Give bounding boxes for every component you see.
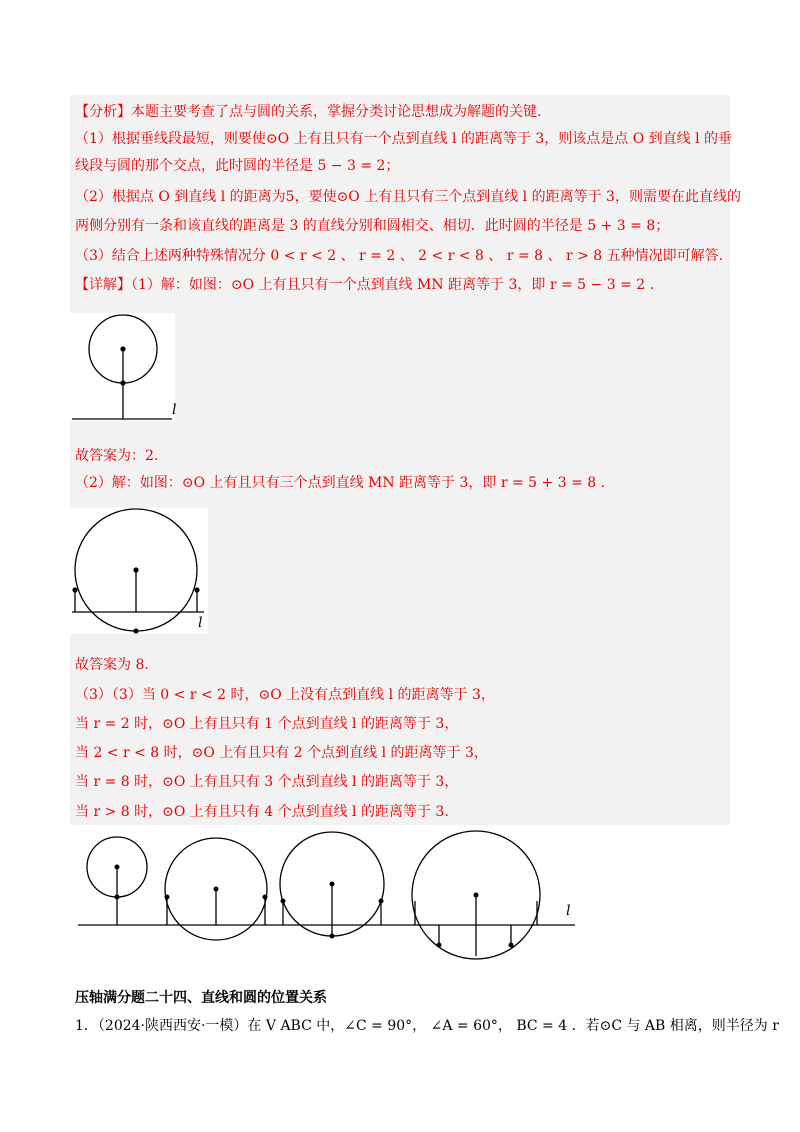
figure-2	[70, 508, 210, 634]
analysis-heading: 【分析】	[75, 104, 131, 120]
part3-line-2: 当 r = 2 时，⊙O 上有且只有 1 个点到直线 l 的距离等于 3，	[75, 716, 459, 732]
detail-part2: （2）解：如图：⊙O 上有且只有三个点到直线 MN 距离等于 3，即 r = 5 + 3 = 8 .	[75, 475, 606, 491]
figure-3-line-label: l	[566, 903, 571, 919]
figure-2-background	[70, 508, 208, 634]
detail-answer2: 故答案为 8.	[75, 657, 149, 673]
figure-3-circle-3-right-dot	[379, 899, 384, 904]
figure-2-left-dot	[72, 587, 77, 592]
analysis-p1-a: （1）根据垂线段最短，则要使⊙O 上有且只有一个点到直线 l 的距离等于 3，则该点是点 O 到直线 l 的垂	[75, 131, 733, 147]
figure-1-line-label: l	[172, 402, 177, 418]
analysis-p1-b: 线段与圆的那个交点，此时圆的半径是 5 − 3 = 2；	[75, 158, 400, 174]
figure-2-line-label: l	[198, 615, 203, 631]
analysis-intro: 本题主要考查了点与圆的关系，掌握分类讨论思想成为解题的关键.	[131, 104, 542, 120]
detail-part1: （1）解：如图：⊙O 上有且只有一个点到直线 MN 距离等于 3，即 r = 5 − 3 = 2 .	[131, 277, 655, 293]
figure-3-circle-2-right-dot	[263, 895, 268, 900]
figure-3-circle-4-bottom-left-dot	[437, 943, 442, 948]
part3-line-5: 当 r > 8 时，⊙O 上有且只有 4 个点到直线 l 的距离等于 3.	[75, 804, 449, 820]
figure-3-circle-1-center-dot	[115, 865, 120, 870]
analysis-p2-b: 两侧分别有一条和该直线的距离是 3 的直线分别和圆相交、相切．此时圆的半径是 5 + 3 = 8；	[75, 218, 670, 234]
detail-line-1	[75, 275, 654, 295]
part3-line-4: 当 r = 8 时，⊙O 上有且只有 3 个点到直线 l 的距离等于 3，	[75, 774, 459, 790]
figure-3-circle-3-center-dot	[330, 882, 335, 887]
figure-3-circle-4-bottom-right-dot	[509, 943, 514, 948]
figure-2-center-dot	[133, 567, 138, 572]
analysis-line-1	[75, 102, 541, 122]
figure-3-circle-1-near-dot	[115, 895, 120, 900]
figure-3-circle-3-bottom-dot	[330, 934, 335, 939]
figure-1	[70, 313, 182, 421]
section-title: 压轴满分题二十四、直线和圆的位置关系	[75, 990, 327, 1006]
analysis-p3: （3）结合上述两种特殊情况分 0 < r < 2 、 r = 2 、 2 < r < 8 、 r = 8 、 r > 8 五种情况即可解答.	[75, 248, 724, 264]
part3-line-1: （3）（3）当 0 < r < 2 时，⊙O 上没有点到直线 l 的距离等于 3，	[75, 687, 495, 703]
figure-2-right-dot	[194, 587, 199, 592]
analysis-p2-a: （2）根据点 O 到直线 l 的距离为5，要使⊙O 上有且只有三个点到直线 l 的距离等于 3，则需要在此直线的	[75, 189, 741, 205]
figure-1-center-dot	[120, 346, 125, 351]
detail-heading: 【详解】	[75, 277, 131, 293]
figure-3-circle-2-center-dot	[214, 887, 219, 892]
question-1: 1．（2024·陕西西安·一模）在 V ABC 中，∠C = 90°， ∠A = 60°， BC = 4 ．若⊙C 与 AB 相离，则半径为 r	[75, 1018, 779, 1034]
detail-answer1: 故答案为：2.	[75, 448, 159, 464]
figure-3-circle-2-left-dot	[165, 895, 170, 900]
figure-3-circle-3-left-dot	[281, 899, 286, 904]
figure-3-circle-4-center-dot	[474, 893, 479, 898]
figure-1-tangent-dot	[120, 380, 125, 385]
part3-line-3: 当 2 < r < 8 时，⊙O 上有且只有 2 个点到直线 l 的距离等于 3，	[75, 745, 488, 761]
figure-3	[75, 825, 580, 960]
figure-2-bottom-dot	[133, 628, 138, 633]
